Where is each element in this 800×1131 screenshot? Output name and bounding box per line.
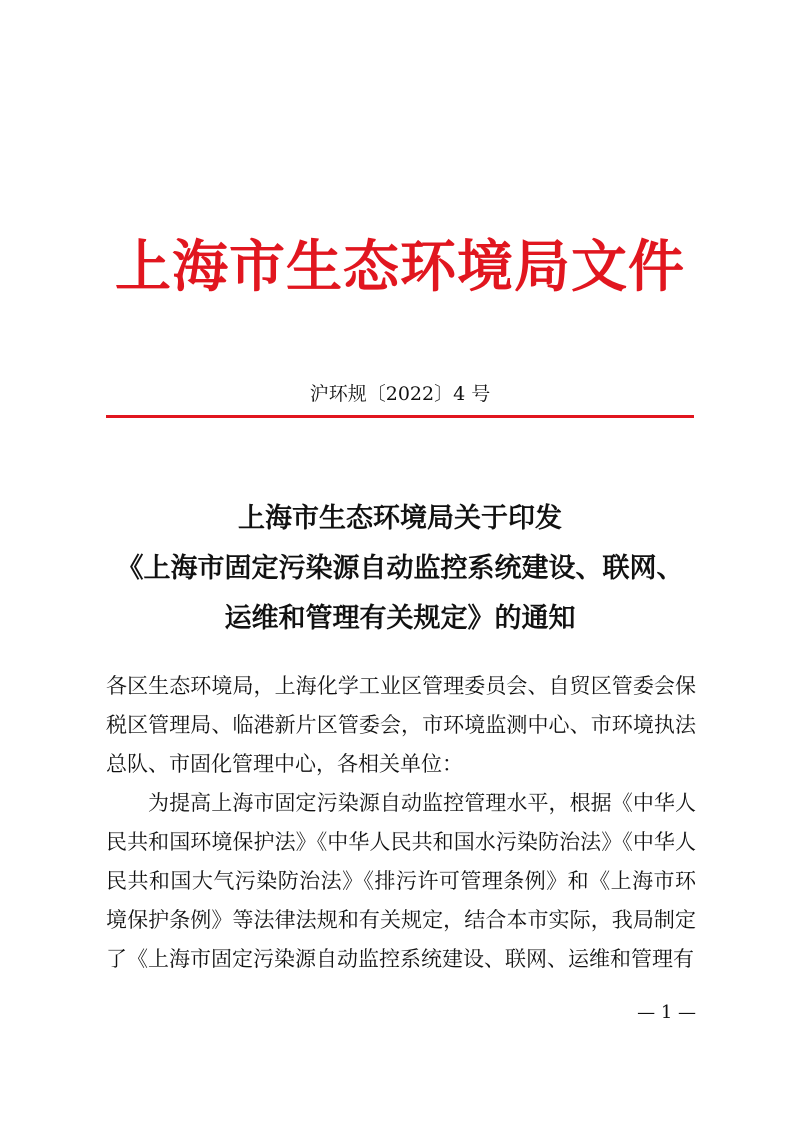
addressee-paragraph: 各区生态环境局，上海化学工业区管理委员会、自贸区管委会保税区管理局、临港新片区管委会，市环境监测中心、市环境执法总队、市固化管理中心，各相关单位： bbox=[106, 674, 696, 776]
page-number: — 1 — bbox=[637, 1002, 696, 1023]
notice-title-line-3: 运维和管理有关规定》的通知 bbox=[224, 603, 576, 634]
notice-title-line-1: 上海市生态环境局关于印发 bbox=[238, 503, 562, 534]
red-divider-line bbox=[106, 415, 694, 418]
document-body bbox=[106, 667, 696, 979]
notice-title bbox=[90, 494, 710, 644]
notice-title-line-2: 《上海市固定污染源自动监控系统建设、联网、 bbox=[116, 553, 684, 584]
document-header-title: 上海市生态环境局文件 bbox=[115, 235, 685, 300]
body-paragraph: 为提高上海市固定污染源自动监控管理水平，根据《中华人民共和国环境保护法》《中华人民共和国水污染防治法》《中华人民共和国大气污染防治法》《排污许可管理条例》和《上海市环境保护条例》等法律法规和有关规定，结合本市实际，我局制定了《上海市固定污染源自动监控系统建设、联网、运维和管理有 bbox=[106, 791, 696, 971]
document-number: 沪环规〔2022〕4 号 bbox=[309, 383, 491, 405]
